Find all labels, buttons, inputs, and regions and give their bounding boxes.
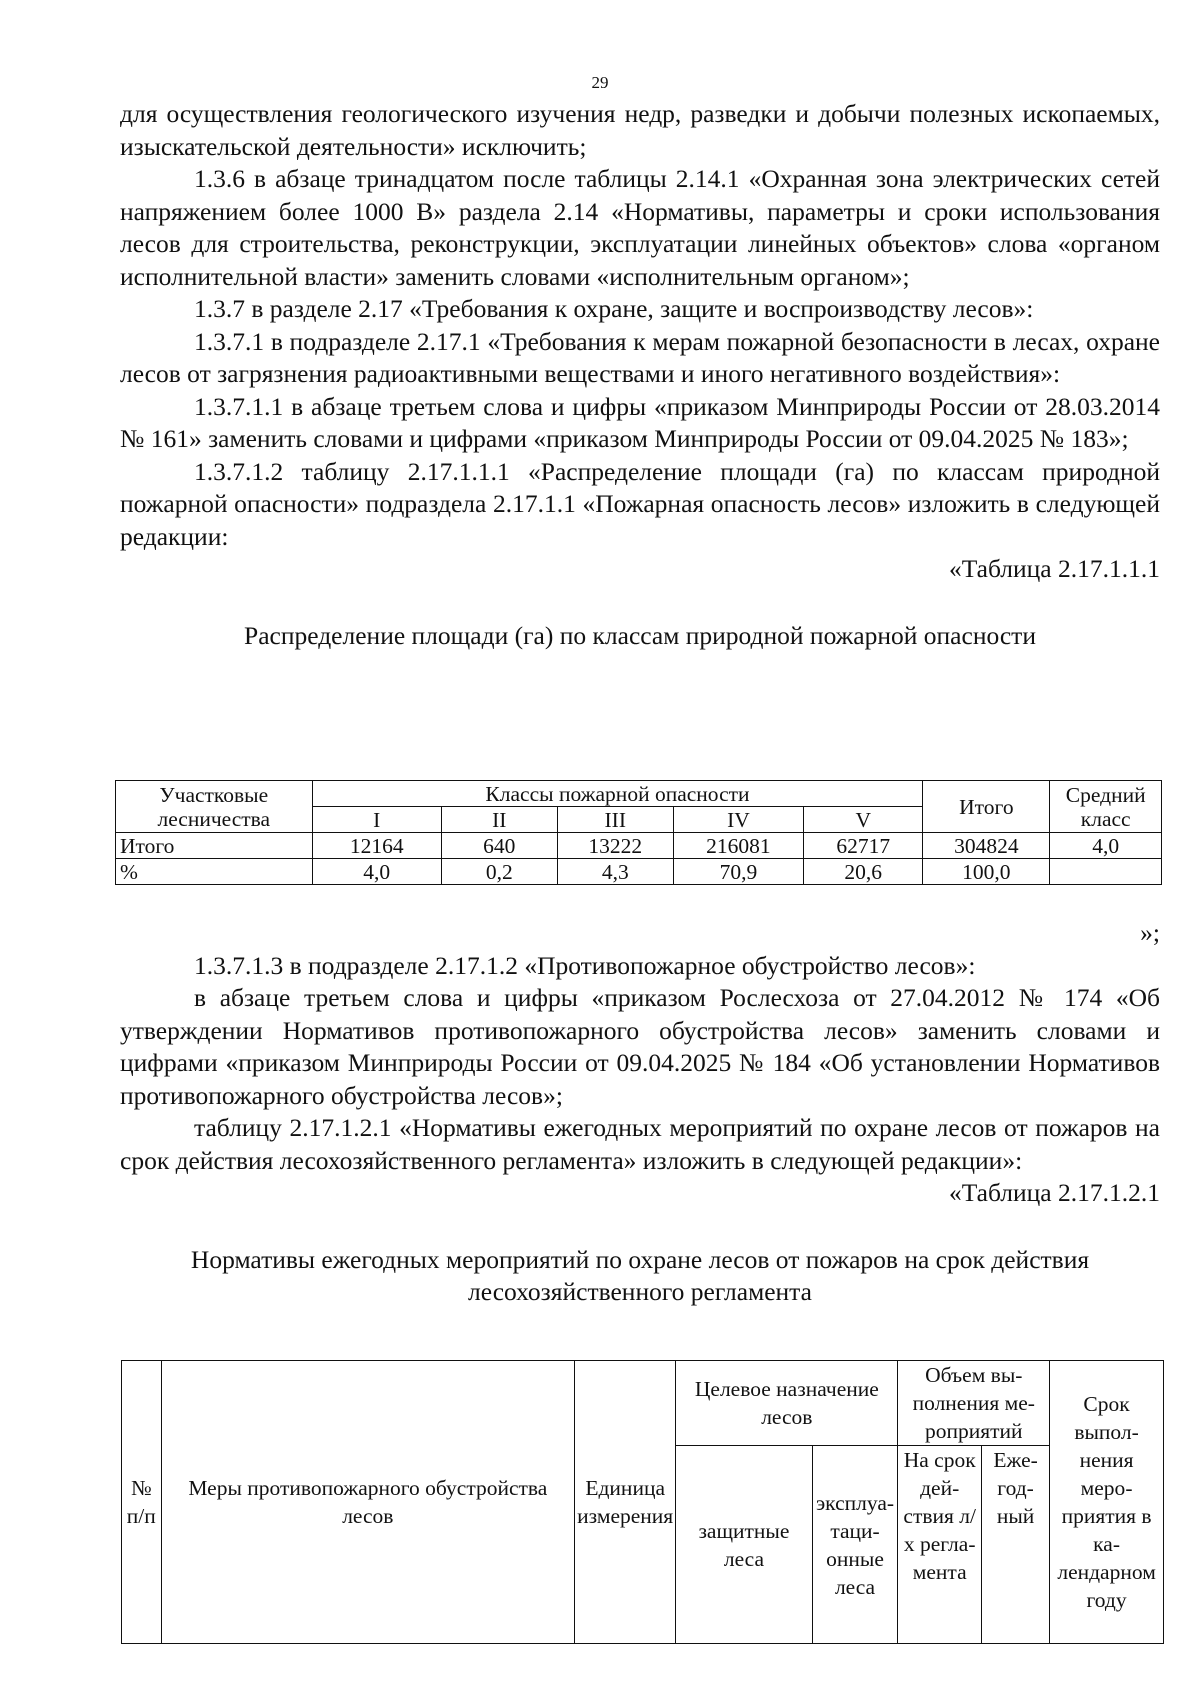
header-exploitation: эксплуатационные леса	[812, 1446, 898, 1644]
class-col-2: II	[441, 807, 557, 833]
paragraph-continuation: для осуществления геологического изучения недр, разведки и добычи полезных ископаемых, изыскательской деятельности» исключить;	[120, 99, 1160, 161]
header-yearly: Ежегодный	[981, 1446, 1049, 1644]
header-unit: Единица измерения	[575, 1361, 676, 1644]
row-label: Итого	[116, 833, 313, 859]
cell: 0,2	[441, 859, 557, 885]
paragraph-1-3-7-1: 1.3.7.1 в подразделе 2.17.1 «Требования к мерам пожарной безопасности в лесах, охране лесов от загрязнения радиоактивными веществами и иного негативного воздействия»:	[120, 326, 1160, 388]
header-classes: Классы пожарной опасности	[312, 781, 923, 807]
header-total: Итого	[923, 781, 1050, 833]
paragraph-abzac: в абзаце третьем слова и цифры «приказом Рослесхоза от 27.04.2012 № 174 «Об утверждении Нормативов противопожарного обустройства лесов» заменить словами и цифрами «приказом Минприроды России от 09.04.2025 № 184 «Об установлении Нормативов противопожарного обустройства лесов»;	[120, 983, 1160, 1110]
table-row	[116, 833, 1162, 859]
paragraph-1-3-7-1-1: 1.3.7.1.1 в абзаце третьем слова и цифры «приказом Минприроды России от 28.03.2014 № 161» заменить словами и цифрами «приказом Минприроды России от 09.04.2025 № 183»;	[120, 391, 1160, 453]
cell: 640	[441, 833, 557, 859]
header-forestry: Участковые лесничества	[116, 781, 313, 833]
header-deadline: Срок выполнения мероприятия в календарном году	[1050, 1361, 1164, 1644]
paragraph-1-3-7-1-2: 1.3.7.1.2 таблицу 2.17.1.1.1 «Распределение площади (га) по классам природной пожарной опасности» подраздела 2.17.1.1 «Пожарная опасность лесов» изложить в следующей редакции:	[120, 456, 1160, 551]
fire-measures-table	[121, 1360, 1164, 1644]
class-col-1: I	[312, 807, 441, 833]
header-volume: Объем выполнения мероприятий	[898, 1361, 1050, 1446]
table-row	[116, 859, 1162, 885]
cell: 70,9	[673, 859, 803, 885]
header-purpose: Целевое назначение лесов	[676, 1361, 898, 1446]
cell: 4,0	[312, 859, 441, 885]
class-col-4: IV	[673, 807, 803, 833]
header-avg-class: Средний класс	[1050, 781, 1162, 833]
paragraph-table: таблицу 2.17.1.2.1 «Нормативы ежегодных мероприятий по охране лесов от пожаров на срок действия лесохозяйственного регламента» изложить в следующей редакции»:	[120, 1113, 1160, 1175]
class-col-5: V	[804, 807, 923, 833]
cell: 216081	[673, 833, 803, 859]
table2-label: «Таблица 2.17.1.2.1	[948, 1178, 1160, 1207]
cell: 20,6	[804, 859, 923, 885]
cell-total: 304824	[923, 833, 1050, 859]
fire-class-table	[115, 780, 1162, 885]
cell: 13222	[557, 833, 673, 859]
paragraph-1-3-7-1-3: 1.3.7.1.3 в подразделе 2.17.1.2 «Противопожарное обустройство лесов»:	[194, 950, 976, 980]
paragraph-1-3-7: 1.3.7 в разделе 2.17 «Требования к охране, защите и воспроизводству лесов»:	[194, 294, 1034, 323]
document-body	[120, 98, 1160, 652]
table1-close-quote: »;	[1140, 918, 1160, 947]
cell-avg: 4,0	[1050, 833, 1162, 859]
header-period: На срок действия л/х регламента	[898, 1446, 982, 1644]
paragraph-1-3-6: 1.3.6 в абзаце тринадцатом после таблицы 2.14.1 «Охранная зона электрических сетей напряжением более 1000 В» раздела 2.14 «Нормативы, параметры и сроки использования лесов для строительства, реконструкции, эксплуатации линейных объектов» слова «органом исполнительной власти» заменить словами «исполнительным органом»;	[120, 164, 1160, 291]
header-num: № п/п	[122, 1361, 162, 1644]
header-protective: защитные леса	[676, 1446, 812, 1644]
cell: 62717	[804, 833, 923, 859]
document-body-continued	[120, 917, 1160, 1309]
row-label: %	[116, 859, 313, 885]
cell-total: 100,0	[923, 859, 1050, 885]
page-number: 29	[591, 73, 609, 92]
cell: 12164	[312, 833, 441, 859]
table2-title: Нормативы ежегодных мероприятий по охране лесов от пожаров на срок действия лесохозяйственного регламента	[190, 1244, 1090, 1306]
class-col-3: III	[557, 807, 673, 833]
table1-label: «Таблица 2.17.1.1.1	[948, 554, 1160, 583]
header-measures: Меры противопожарного обустройства лесов	[161, 1361, 575, 1644]
table1-title: Распределение площади (га) по классам природной пожарной опасности	[244, 620, 1036, 650]
cell-avg	[1050, 859, 1162, 885]
cell: 4,3	[557, 859, 673, 885]
